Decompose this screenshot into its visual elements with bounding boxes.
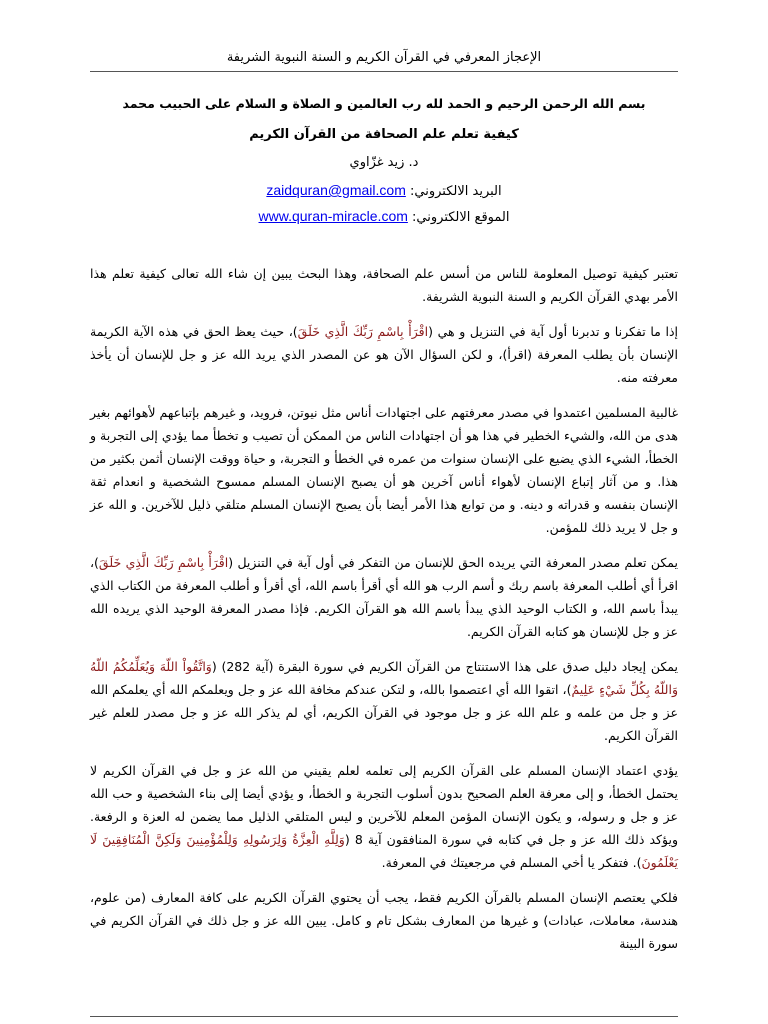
quran-verse: اقْرَأْ بِاسْمِ رَبِّكَ الَّذِي خَلَقَ bbox=[297, 324, 429, 339]
article-title: كيفية تعلم علم الصحافة من القرآن الكريم bbox=[249, 127, 519, 142]
paragraph bbox=[90, 759, 678, 874]
basmala: بسم الله الرحمن الرحيم و الحمد لله رب العالمين و الصلاة و السلام على الحبيب محمد bbox=[122, 96, 646, 111]
paragraph-text: إذا ما تفكرنا و تدبرنا أول آية في التنزيل و هي ( bbox=[428, 324, 678, 339]
paragraph-text: فلكي يعتصم الإنسان المسلم بالقرآن الكريم فقط، يجب أن يحتوي القرآن الكريم على كافة المعارف (من علوم، هندسة، معاملات، عبادات) و غيرها من المعارف بشكل تام و كامل. يبين الله عز و جل ذلك في القرآن الكريم في سورة البينة bbox=[90, 890, 678, 951]
website-link[interactable]: www.quran-miracle.com bbox=[258, 208, 408, 224]
paragraph-text: )، حيث يعظ الحق في هذه الآية الكريمة الإنسان بأن يطلب المعرفة (اقرأ)، و لكن السؤال الآن هو عن المصدر الذي يريد الله عز و جل للإنسان أن يأخذ معرفته منه. bbox=[90, 324, 678, 385]
paragraph bbox=[90, 401, 678, 539]
paragraph-text: يمكن إيجاد دليل صدق على هذا الاستنتاج من القرآن الكريم في سورة البقرة (آية 282) ( bbox=[211, 659, 678, 674]
running-header: الإعجاز المعرفي في القرآن الكريم و السنة النبوية الشريفة bbox=[90, 50, 678, 72]
paragraph-text: ). فتفكر يا أخي المسلم في مرجعيتك في المعرفة. bbox=[381, 855, 642, 870]
quran-verse: وَلِلَّهِ الْعِزَّةُ وَلِرَسُولِهِ وَلِلْمُؤْمِنِينَ وَلَكِنَّ الْمُنَافِقِينَ لَا يَعْلَمُونَ bbox=[90, 832, 678, 870]
paragraph bbox=[90, 320, 678, 389]
paragraph bbox=[90, 262, 678, 308]
quran-verse: اقْرَأْ بِاسْمِ رَبِّكَ الَّذِي خَلَقَ bbox=[98, 555, 229, 570]
paragraph-text: يمكن تعلم مصدر المعرفة التي يريده الحق للإنسان من التفكر في أول آية في التنزيل ( bbox=[228, 555, 678, 570]
paragraph-text: تعتبر كيفية توصيل المعلومة للناس من أسس علم الصحافة، وهذا البحث يبين إن شاء الله تعالى كيفية تعلم هذا الأمر بهدي القرآن الكريم و السنة النبوية الشريفة. bbox=[90, 266, 678, 304]
paragraph-text: )، اتقوا الله أي اعتصموا بالله، و لتكن عندكم مخافة الله عز و جل ويعلمكم الله أي يعلمكم الله عز و جل من علمه و علم الله عز و جل موجود في القرآن الكريم، أي لم يذكر الله عز و جل مصدر للعلم غير القرآن الكريم. bbox=[90, 682, 678, 743]
email-label: البريد الالكتروني: bbox=[410, 184, 502, 199]
website-label: الموقع الالكتروني: bbox=[412, 210, 510, 225]
paragraph-text: )، اقرأ أي أطلب المعرفة باسم ربك و أسم الرب هو الله أي أقرأ باسم الله، أي أقرأ و أطلب المعرفة من الكتاب الذي يبدأ باسم الله، و الكتاب الوحيد الذي يبدأ باسم الله هو القرآن الكريم. فإذا مصدر المعرفة الوحيد الذي يريده الله عز و جل للإنسان هو كتابه القرآن الكريم. bbox=[90, 555, 678, 639]
email-line bbox=[60, 182, 708, 199]
paragraph bbox=[90, 655, 678, 747]
website-line bbox=[60, 208, 708, 225]
article-body bbox=[90, 262, 678, 967]
paragraph-text: يؤدي اعتماد الإنسان المسلم على القرآن الكريم إلى تعلمه لعلم يقيني من الله عز و جل في القرآن الكريم لا يحتمل الخطأ، و إلى معرفة العلم الصحيح بدون أسلوب التجربة و الخطأ، و يؤدي أيضا إلى بناء الشخصية و حب الله عز و جل و رسوله، و يكون الإنسان المؤمن المعلم للآخرين و ليس المتلقي الذليل مما يضمن له العزة و الرفعة. ويؤكد ذلك الله عز و جل في كتابه في سورة المنافقون آية 8 ( bbox=[90, 763, 678, 847]
paragraph bbox=[90, 551, 678, 643]
footer-divider bbox=[90, 1016, 678, 1017]
paragraph-text: غالبية المسلمين اعتمدوا في مصدر معرفتهم على اجتهادات أناس مثل نيوتن، فرويد، و غيرهم بإتباعهم لأهوائهم بغير هدى من الله، والشيء الخطير في هذا هو أن اجتهادات الناس من الممكن أن تصيب و تخطأ مما يؤدي إلى التجربة و الخطأ، الشيء الذي يضيع على الإنسان سنوات من عمره في الخطأ و التجربة، و حياة ووقت الإنسان أثمن بكثير من هذا. و من آثار إتباع الإنسان لأهواء أناس آخرين هو أن يصبح الإنسان المسلم ممسوح الشخصية و انعدام ثقة الإنسان بنفسه و قدراته و دينه. و من توابع هذا الأمر أيضا بأن يصبح الإنسان المسلم متلقي ذليل للآخرين. و الله عز و جل لا يريد ذلك للمؤمن. bbox=[90, 405, 678, 535]
email-link[interactable]: zaidquran@gmail.com bbox=[266, 182, 406, 198]
paragraph bbox=[90, 886, 678, 955]
quran-verse: وَاتَّقُواْ اللّهَ وَيُعَلِّمُكُمُ اللّهُ وَاللّهُ بِكُلِّ شَيْءٍ عَلِيمٌ bbox=[90, 659, 679, 697]
author-name: د. زيد غزّاوي bbox=[349, 155, 419, 170]
